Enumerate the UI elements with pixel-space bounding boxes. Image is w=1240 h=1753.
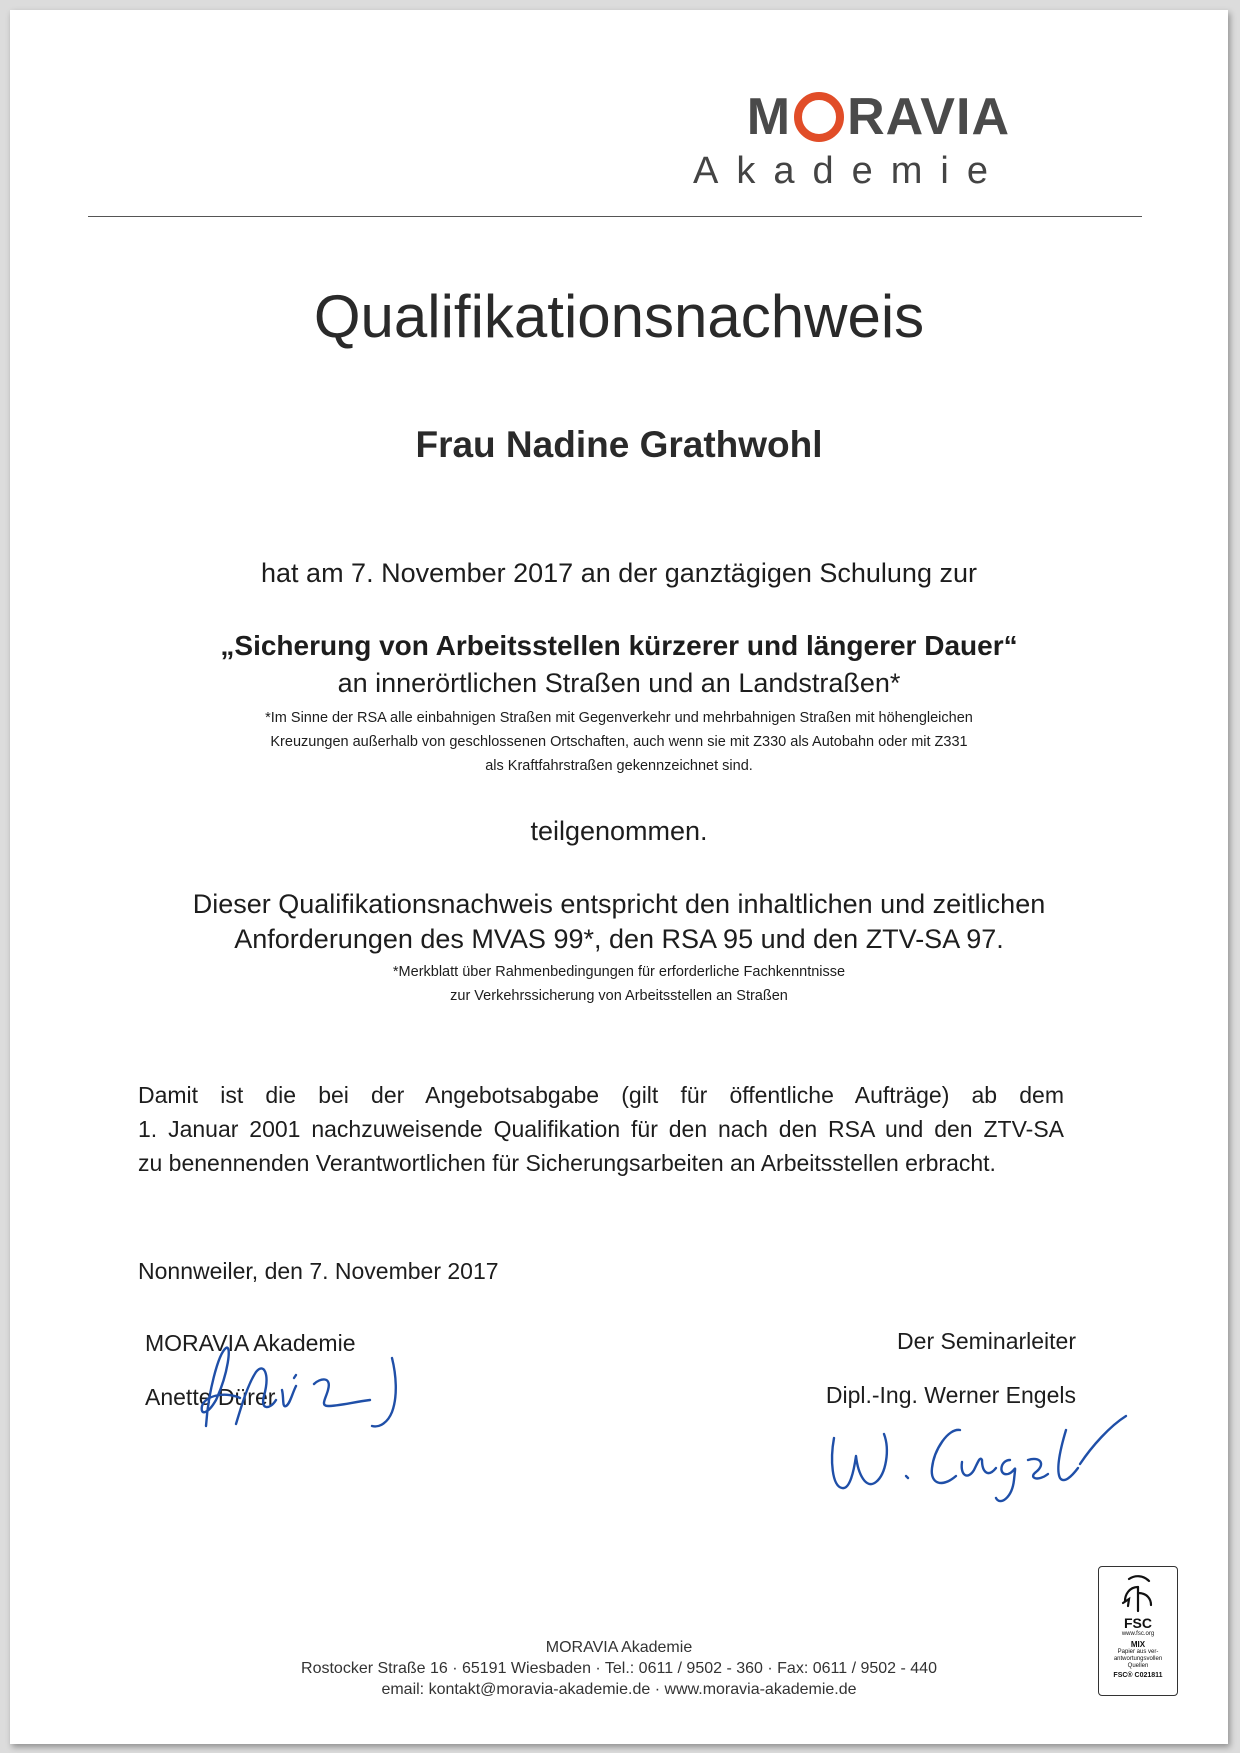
fsc-name: FSC <box>1124 1615 1152 1631</box>
footnote-line: *Merkblatt über Rahmenbedingungen für erforderliche Fachkenntnisse <box>392 964 846 980</box>
fsc-label <box>1098 1566 1178 1696</box>
paragraph-line: Damit ist die bei der Angebotsabgabe (gilt für öffentliche Aufträge) ab dem <box>138 1082 1064 1108</box>
footer-address <box>10 1637 1228 1700</box>
course-footnote <box>10 706 1228 778</box>
fsc-url: www.fsc.org <box>1121 1631 1155 1637</box>
logo-subtitle: Akademie <box>693 150 1006 192</box>
moravia-logo <box>747 84 1010 147</box>
fsc-mix: MIX <box>1130 1640 1146 1649</box>
conformity-line: Dieser Qualifikationsnachweis entspricht den inhaltlichen und zeitlichen <box>192 889 1046 919</box>
conformity-footnote <box>10 960 1228 1008</box>
footnote-line: als Kraftfahrstraßen gekennzeichnet sind. <box>485 758 753 774</box>
logo-ring-icon <box>794 92 844 142</box>
intro-text: hat am 7. November 2017 an der ganztägigen Schulung zur <box>261 558 977 588</box>
paragraph-line: 1. Januar 2001 nachzuweisende Qualifikation für den nach den RSA und den ZTV-SA <box>138 1116 1064 1142</box>
signer-organization: MORAVIA Akademie <box>145 1330 356 1356</box>
footnote-line: Kreuzungen außerhalb von geschlossenen Ortschaften, auch wenn sie mit Z330 als Autobahn oder mit Z331 <box>270 734 968 750</box>
certificate-title: Qualifikationsnachweis <box>313 283 925 350</box>
fsc-code: FSC® C021811 <box>1113 1672 1163 1679</box>
signer-name-left: Anette Dürer <box>145 1384 276 1410</box>
course-subtitle: an innerörtlichen Straßen und an Landstraßen* <box>337 668 901 698</box>
certificate-page <box>10 10 1228 1744</box>
qualification-paragraph <box>138 1078 1064 1180</box>
footnote-line: *Im Sinne der RSA alle einbahnigen Straßen mit Gegenverkehr und mehrbahnigen Straßen mit höhengleichen <box>265 710 973 726</box>
handwritten-signature-left <box>178 1334 438 1444</box>
signer-name-right: Dipl.-Ing. Werner Engels <box>825 1382 1076 1408</box>
fsc-text-line: antwortungsvollen <box>1113 1656 1163 1662</box>
handwritten-signature-right <box>810 1390 1140 1520</box>
logo-letters: RAVIA <box>847 88 1010 147</box>
fsc-text-line: Papier aus ver- <box>1117 1649 1159 1655</box>
footer-line: MORAVIA Akademie <box>545 1639 693 1656</box>
fsc-text-line: Quellen <box>1127 1663 1149 1669</box>
paragraph-line: zu benennenden Verantwortlichen für Sicherungsarbeiten an Arbeitsstellen erbracht. <box>138 1150 996 1176</box>
recipient-name: Frau Nadine Grathwohl <box>415 424 823 465</box>
course-title: „Sicherung von Arbeitsstellen kürzerer und längerer Dauer“ <box>220 630 1018 661</box>
logo-letter-m: M <box>746 88 792 147</box>
footer-line: Rostocker Straße 16 · 65191 Wiesbaden · Tel.: 0611 / 9502 - 360 · Fax: 0611 / 9502 - 440 <box>301 1660 937 1677</box>
place-date: Nonnweiler, den 7. November 2017 <box>138 1258 499 1284</box>
participated-text: teilgenommen. <box>530 816 708 846</box>
signer-role: Der Seminarleiter <box>897 1328 1076 1354</box>
conformity-statement <box>10 887 1228 957</box>
conformity-line: Anforderungen des MVAS 99*, den RSA 95 und den ZTV-SA 97. <box>234 924 1004 954</box>
footnote-line: zur Verkehrssicherung von Arbeitsstellen an Straßen <box>450 988 788 1004</box>
header-divider <box>88 216 1142 217</box>
footer-line: email: kontakt@moravia-akademie.de · www.moravia-akademie.de <box>381 1681 857 1698</box>
fsc-tree-icon <box>1119 1573 1157 1613</box>
